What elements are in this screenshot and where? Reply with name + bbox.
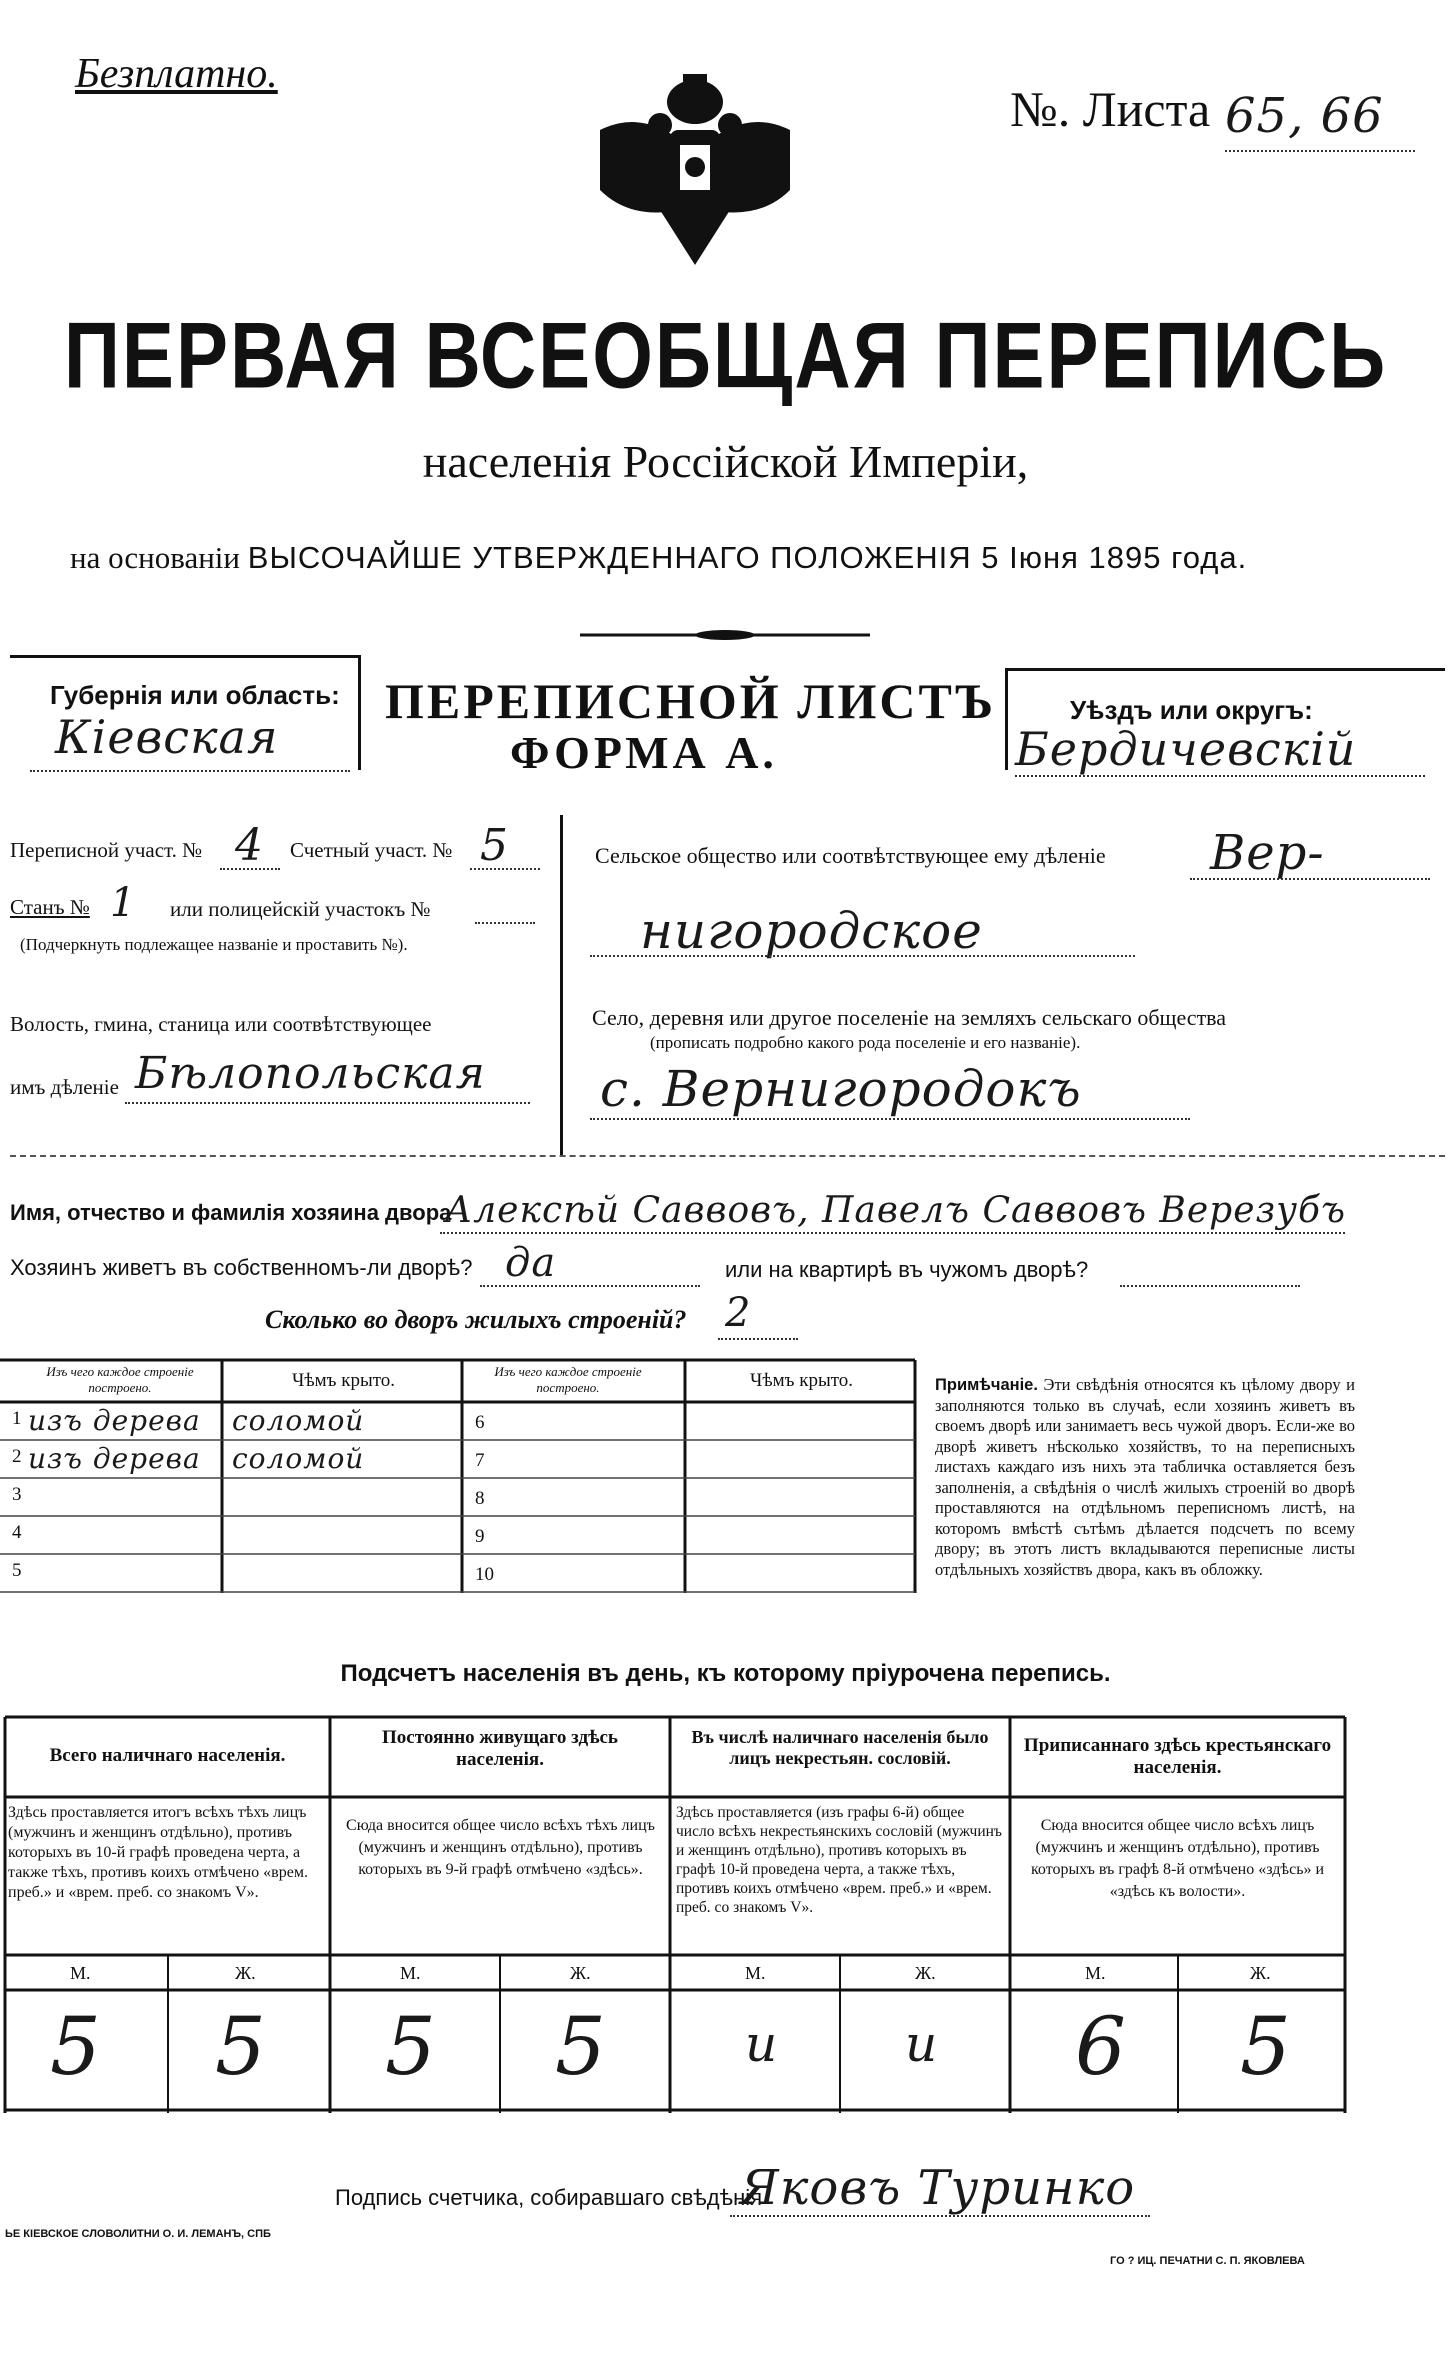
form-subtitle: ФОРМА А. <box>510 727 778 778</box>
pop-f-label: Ж. <box>235 1963 256 1983</box>
sheet-number-label: №. Листа <box>1010 81 1211 137</box>
pop-m-value: и <box>745 2015 779 2073</box>
pop-col-head: Въ числѣ наличнаго населенія было лицъ некрестьян. сословій. <box>691 1727 989 1768</box>
col-roof-header-2: Чѣмъ крыто. <box>749 1370 854 1391</box>
table-row-material: изъ дерева <box>28 1404 201 1437</box>
buildings-value: 2 <box>725 1290 752 1336</box>
village-society-value-1: Вер- <box>1210 825 1325 881</box>
owner-name-value: Алексѣй Саввовъ, Павелъ Саввовъ Верезубъ <box>445 1190 1347 1231</box>
table-row-num: 9 <box>475 1526 485 1547</box>
own-yard-value: да <box>505 1240 557 1286</box>
district-value: Бердичевскій <box>1015 722 1357 776</box>
count-section-value: 5 <box>480 820 509 871</box>
settlement-note: (прописать подробно какого рода поселеніе и его названіе). <box>650 1033 1081 1052</box>
pop-f-value: 5 <box>555 2000 607 2093</box>
own-yard-label: Хозяинъ живетъ въ собственномъ-ли дворѣ? <box>10 1255 473 1280</box>
rent-label: или на квартирѣ въ чужомъ дворѣ? <box>725 1257 1089 1282</box>
volost-value: Бѣлопольская <box>135 1048 486 1099</box>
province-value: Кіевская <box>55 710 279 764</box>
col-material-header-2: Изъ чего каждое строеніе построено. <box>494 1364 642 1395</box>
free-label: Безплатно. <box>75 51 278 97</box>
table-row-num: 3 <box>12 1484 22 1505</box>
census-section-value: 4 <box>235 820 264 871</box>
pop-f-value: 5 <box>215 2000 267 2093</box>
imperial-eagle-emblem <box>570 70 820 270</box>
settlement-value: с. Вернигородокъ <box>600 1060 1082 1118</box>
village-society-value-2: нигородское <box>640 902 983 960</box>
page-subtitle: населенія Россійской Имперіи, <box>422 436 1029 487</box>
district-label: Уѣздъ или округъ: <box>1070 695 1313 725</box>
table-row-num: 2 <box>12 1446 22 1467</box>
note-head: Примѣчаніе. <box>935 1376 1038 1394</box>
table-row-num: 4 <box>12 1522 22 1543</box>
table-row-roof: соломой <box>232 1404 365 1437</box>
pop-f-label: Ж. <box>1250 1963 1271 1983</box>
pop-f-label: Ж. <box>570 1963 591 1983</box>
pop-f-value: и <box>905 2015 939 2073</box>
volost-label: Волость, гмина, станица или соотвѣтствующее <box>10 1012 432 1036</box>
pop-m-label: М. <box>1085 1963 1106 1983</box>
census-section-label: Переписной участ. № <box>10 838 203 862</box>
table-row-num: 1 <box>12 1408 22 1429</box>
table-row-num: 5 <box>12 1560 22 1581</box>
pop-f-value: 5 <box>1240 2000 1292 2093</box>
signature-value: Яковъ Туринко <box>740 2160 1136 2216</box>
owner-name-label: Имя, отчество и фамилія хозяина двора <box>10 1200 452 1225</box>
table-row-num: 7 <box>475 1450 485 1471</box>
note-text: Эти свѣдѣнія относятся къ цѣлому двору и заполняются только въ случаѣ, если хозяинъ живетъ въ своемъ дворѣ или занимаетъ весь чужой дворъ. Если-же во дворѣ живетъ нѣсколько хозяйствъ, то на переписныхъ листахъ каждаго изъ нихъ эта табличка оставляется безъ заполненія, а свѣдѣнія о числѣ жилыхъ строеній во дворѣ проставляются на отдѣльномъ переписномъ листѣ, на которомъ вмѣстѣ сътѣмъ дѣлается подсчетъ по всему двору; въ этотъ листъ вкладываются переписные листы отдѣльныхъ хозяйствъ двора, какъ въ обложку. <box>935 1375 1355 1579</box>
pop-m-label: М. <box>70 1963 91 1983</box>
pop-f-label: Ж. <box>915 1963 936 1983</box>
signature-label: Подпись счетчика, собиравшаго свѣдѣнія <box>335 2185 763 2210</box>
legal-basis: на основаніи ВЫСОЧАЙШЕ УТВЕРЖДЕННАГО ПОЛОЖЕНІЯ 5 Іюня 1895 года. <box>70 540 1248 575</box>
table-row-num: 6 <box>475 1412 485 1433</box>
printer-right: ГО ? ИЦ. ПЕЧАТНИ С. П. ЯКОВЛЕВА <box>1110 2255 1305 2267</box>
note-block <box>935 1375 1355 1580</box>
pop-col-desc: Сюда вносится общее число всѣхъ лицъ (мужчинъ и женщинъ отдѣльно), противъ которыхъ въ графѣ 8-й отмѣчено «здѣсь» и «здѣсь къ волости». <box>1030 1817 1325 1900</box>
pop-m-value: 5 <box>50 2000 102 2093</box>
pop-col-desc: Здѣсь проставляется итогъ всѣхъ тѣхъ лицъ (мужчинъ и женщинъ отдѣльно), противъ которыхъ въ 10-й графѣ проведена черта, а также тѣхъ, противъ коихъ отмѣчено «врем. преб.» и «врем. преб. со знакомъ V». <box>8 1804 308 1901</box>
pop-m-value: 5 <box>385 2000 437 2093</box>
pop-col-desc: Сюда вносится общее число всѣхъ тѣхъ лицъ (мужчинъ и женщинъ отдѣльно), противъ которыхъ въ 9-й графѣ отмѣчено «здѣсь». <box>346 1817 655 1878</box>
table-row-num: 10 <box>475 1564 494 1585</box>
underline-note: (Подчеркнуть подлежащее названіе и проставить №). <box>20 935 408 954</box>
form-title: ПЕРЕПИСНОЙ ЛИСТЪ <box>385 673 997 729</box>
stan-value: 1 <box>110 880 137 926</box>
stan-label: Станъ № <box>10 895 90 919</box>
col-roof-header: Чѣмъ крыто. <box>291 1370 396 1391</box>
pop-m-value: 6 <box>1075 2000 1127 2093</box>
buildings-label: Сколько во дворъ жилыхъ строеній? <box>265 1305 687 1334</box>
pop-col-head: Постоянно живущаго здѣсь населенія. <box>382 1727 618 1770</box>
pop-col-desc: Здѣсь проставляется (изъ графы 6-й) общее число всѣхъ некрестьянскихъ сословій (мужчинъ и женщинъ отдѣльно), противъ которыхъ въ графѣ 10-й проведена черта, а также тѣхъ, противъ коихъ отмѣчено «врем. преб.» и «врем. преб. со знакомъ V». <box>676 1804 1002 1916</box>
ornament-divider <box>580 626 870 638</box>
province-label: Губернія или область: <box>50 680 340 710</box>
pop-m-label: М. <box>400 1963 421 1983</box>
table-row-material: изъ дерева <box>28 1442 201 1475</box>
page-title: ПЕРВАЯ ВСЕОБЩАЯ ПЕРЕПИСЬ <box>63 302 1388 408</box>
settlement-label: Село, деревня или другое поселеніе на земляхъ сельскаго общества <box>592 1005 1227 1030</box>
population-title: Подсчетъ населенія въ день, къ которому пріурочена перепись. <box>340 1660 1111 1687</box>
count-section-label: Счетный участ. № <box>290 838 453 862</box>
printer-left: ЬЕ КІЕВСКОЕ СЛОВОЛИТНИ О. И. ЛЕМАНЪ, СПБ <box>5 2228 271 2240</box>
pop-col-head: Всего наличнаго населенія. <box>49 1745 286 1766</box>
pop-m-label: М. <box>745 1963 766 1983</box>
volost-label-2: имъ дѣленіе <box>10 1075 119 1099</box>
police-label: или полицейскій участокъ № <box>170 897 431 921</box>
table-row-roof: соломой <box>232 1442 365 1475</box>
population-table <box>0 1715 1451 2115</box>
col-material-header: Изъ чего каждое строеніе построено. <box>46 1364 194 1395</box>
sheet-number-value: 65, 66 <box>1225 88 1384 144</box>
village-society-label: Сельское общество или соотвѣтствующее ему дѣленіе <box>595 843 1106 868</box>
buildings-table <box>0 1358 920 1598</box>
table-row-num: 8 <box>475 1488 485 1509</box>
pop-col-head: Приписаннаго здѣсь крестьянскаго населенія. <box>1023 1735 1332 1778</box>
